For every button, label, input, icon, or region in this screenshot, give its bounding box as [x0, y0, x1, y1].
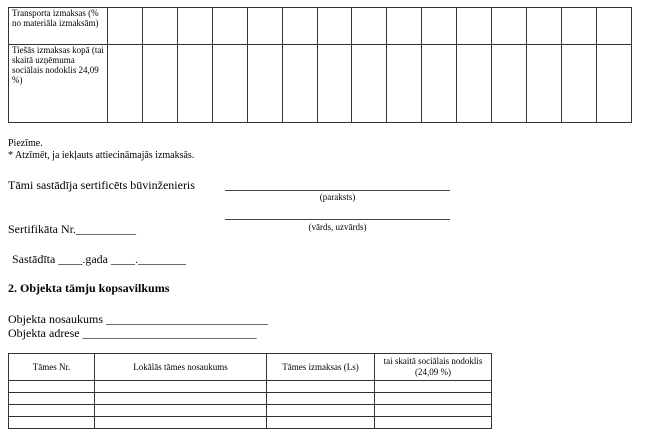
table-row	[9, 45, 632, 123]
header-local-estimate-name: Lokālās tāmes nosaukums	[95, 354, 267, 381]
table-row	[9, 417, 492, 429]
object-address-field: Objekta adrese _____________________________	[8, 326, 257, 340]
section-heading: 2. Objekta tāmju kopsavilkums	[8, 281, 170, 295]
row-label-transport: Transporta izmaksas (% no materiāla izmaksām)	[9, 8, 108, 45]
note-title: Piezīme.	[8, 138, 43, 149]
signature-line	[225, 190, 450, 191]
row-label-direct-costs: Tiešās izmaksas kopā (tai skaitā uzņēmuma sociālais nodoklis 24,09 %)	[9, 45, 108, 123]
header-estimate-costs: Tāmes izmaksas (Ls)	[267, 354, 375, 381]
object-name-field: Objekta nosaukums ___________________________	[8, 312, 268, 326]
table-row	[9, 405, 492, 417]
name-line	[225, 219, 450, 220]
table-header-row	[9, 354, 492, 381]
signature-caption: (paraksts)	[319, 192, 356, 202]
header-social-tax: tai skaitā sociālais nodoklis (24,09 %)	[375, 354, 492, 381]
table-row	[9, 393, 492, 405]
summary-table	[8, 353, 492, 429]
note-text: * Atzīmēt, ja iekļauts attiecināmajās izmaksās.	[8, 150, 195, 161]
cost-table	[8, 7, 632, 123]
header-estimate-no: Tāmes Nr.	[9, 354, 95, 381]
table-row	[9, 381, 492, 393]
compiled-by-label: Tāmi sastādīja sertificēts būvinženieris	[8, 178, 195, 192]
table-row	[9, 8, 632, 45]
certificate-field: Sertifikāta Nr.__________	[8, 222, 136, 236]
name-caption: (vārds, uzvārds)	[308, 222, 367, 232]
date-field: Sastādīta ____.gada ____.________	[12, 252, 186, 266]
